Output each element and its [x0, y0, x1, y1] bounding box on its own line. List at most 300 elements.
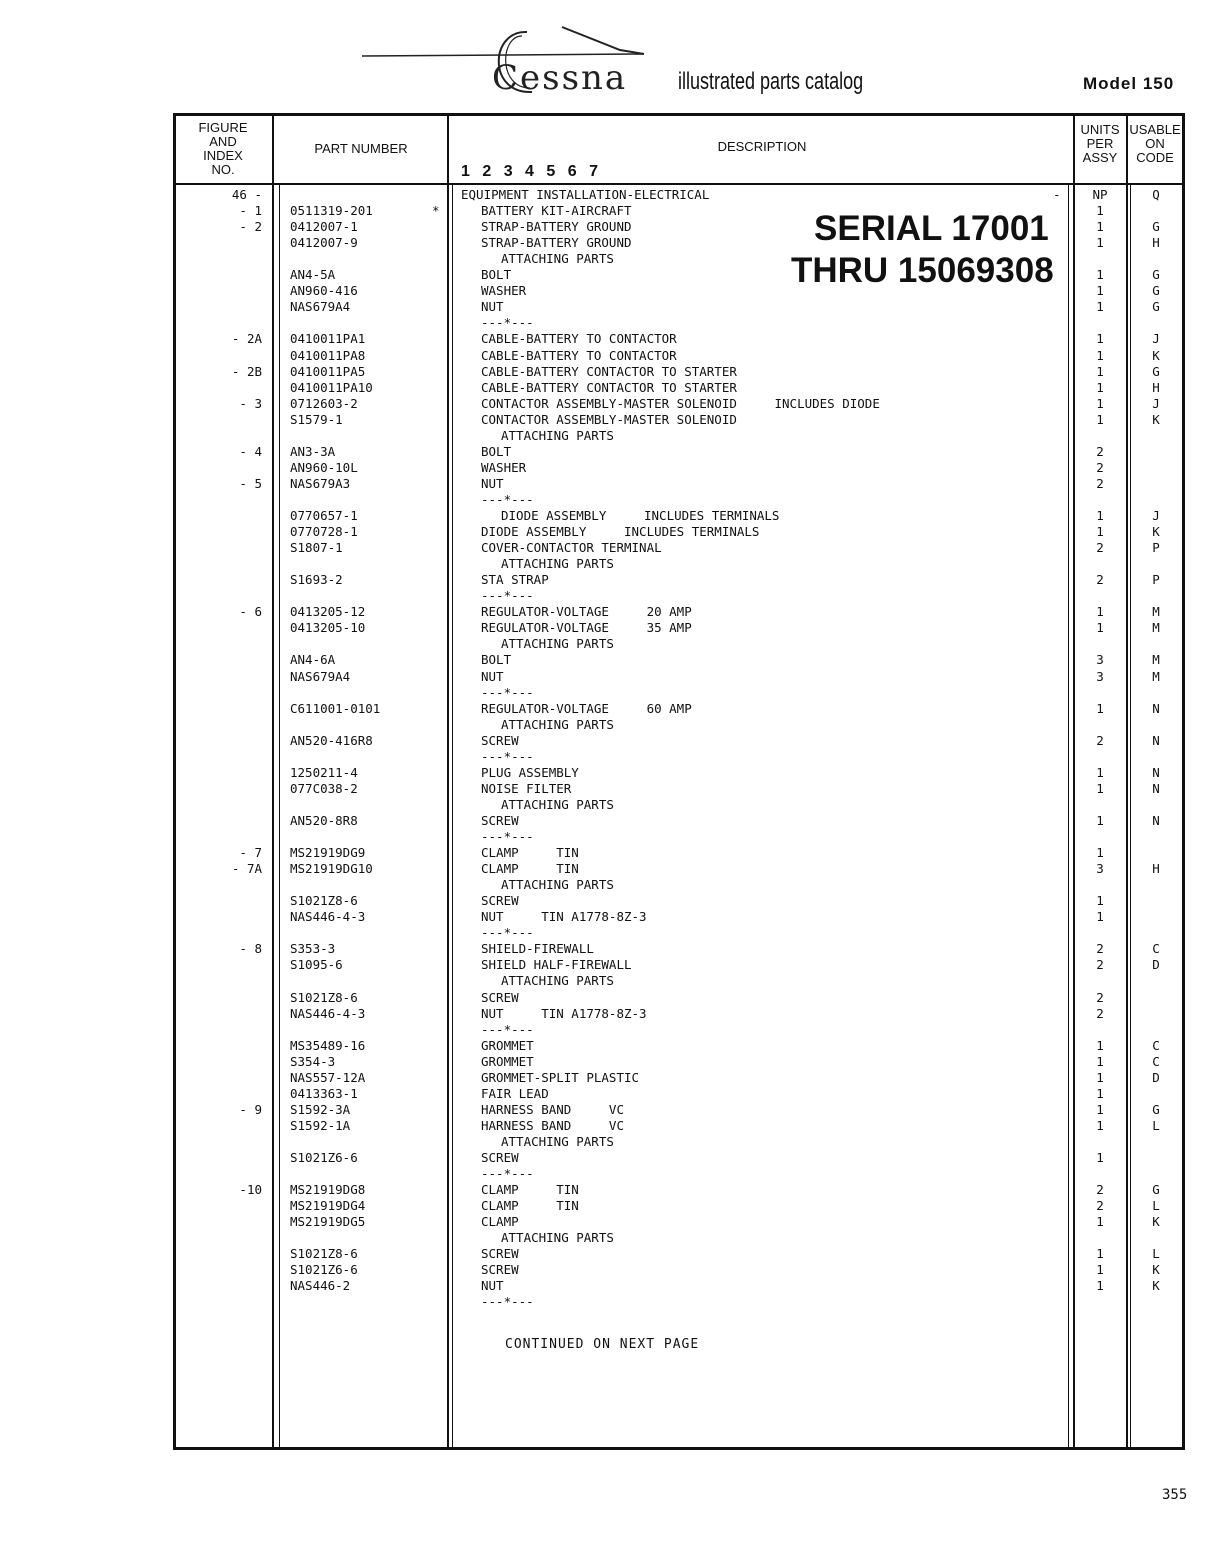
table-row	[0, 620, 1212, 636]
description: NUT	[481, 1278, 504, 1294]
description: CLAMP TIN	[481, 1198, 579, 1214]
description: ---*---	[481, 588, 534, 604]
usable-on-code: N	[1152, 764, 1160, 780]
usable-on-code: K	[1152, 1278, 1160, 1294]
part-number: AN3-3A	[290, 443, 336, 459]
description: CLAMP TIN	[481, 861, 579, 877]
units-per-assy: 2	[1096, 941, 1104, 957]
part-number: C611001-0101	[290, 700, 381, 716]
units-per-assy: 1	[1096, 283, 1104, 299]
table-row	[0, 829, 1212, 845]
table-row	[0, 604, 1212, 620]
usable-on-code: N	[1152, 732, 1160, 748]
index-number: - 2B	[231, 363, 262, 379]
units-per-assy: 2	[1096, 475, 1104, 491]
units-per-assy: 1	[1096, 812, 1104, 828]
table-row	[0, 1022, 1212, 1038]
part-number: MS21919DG8	[290, 1182, 366, 1198]
table-row	[0, 893, 1212, 909]
table-row	[0, 717, 1212, 733]
description: CABLE-BATTERY TO CONTACTOR	[481, 331, 677, 347]
description: STA STRAP	[481, 572, 549, 588]
usable-on-code: G	[1152, 1101, 1160, 1117]
units-per-assy: 2	[1096, 989, 1104, 1005]
part-number: 077C038-2	[290, 780, 358, 796]
description: NUT	[481, 299, 504, 315]
description: HARNESS BAND VC	[481, 1117, 624, 1133]
part-number: S1592-1A	[290, 1117, 351, 1133]
units-per-assy: 2	[1096, 1005, 1104, 1021]
model-label: Model 150	[1083, 74, 1175, 93]
table-row	[0, 1294, 1212, 1310]
units-per-assy: 2	[1096, 540, 1104, 556]
table-row	[0, 636, 1212, 652]
table-row	[0, 973, 1212, 989]
table-row	[0, 1182, 1212, 1198]
description: ---*---	[481, 491, 534, 507]
table-row	[0, 877, 1212, 893]
index-number: -10	[239, 1182, 262, 1198]
description: SCREW	[481, 989, 519, 1005]
usable-on-code: G	[1152, 283, 1160, 299]
part-number: 0413205-12	[290, 604, 366, 620]
units-per-assy: 1	[1096, 235, 1104, 251]
usable-on-code: J	[1152, 395, 1160, 411]
description: ---*---	[481, 684, 534, 700]
usable-on-code: D	[1152, 957, 1160, 973]
index-number: - 5	[239, 475, 262, 491]
table-row	[0, 1262, 1212, 1278]
description: ---*---	[481, 925, 534, 941]
part-number: NAS679A4	[290, 299, 351, 315]
description: CLAMP TIN	[481, 1182, 579, 1198]
units-per-assy: 1	[1096, 299, 1104, 315]
part-number: 0410011PA1	[290, 331, 366, 347]
table-row	[0, 315, 1212, 331]
description: ATTACHING PARTS	[501, 1230, 614, 1246]
part-number: S353-3	[290, 941, 336, 957]
index-number: - 4	[239, 443, 262, 459]
usable-on-code: C	[1152, 941, 1160, 957]
usable-on-code: L	[1152, 1198, 1160, 1214]
usable-on-code: D	[1152, 1069, 1160, 1085]
index-number: - 8	[239, 941, 262, 957]
serial-stamp-line1: SERIAL 17001	[808, 211, 1055, 247]
usable-on-code: N	[1152, 700, 1160, 716]
col-units-header: UNITS PER ASSY	[1080, 122, 1120, 165]
table-row	[0, 299, 1212, 315]
units-per-assy: 3	[1096, 861, 1104, 877]
units-per-assy: 1	[1096, 604, 1104, 620]
table-row	[0, 1102, 1212, 1118]
description: SCREW	[481, 1246, 519, 1262]
units-per-assy: 2	[1096, 572, 1104, 588]
part-number: 0770657-1	[290, 508, 358, 523]
usable-on-code: M	[1152, 620, 1160, 636]
part-number: 0712603-2	[290, 395, 358, 411]
table-row	[0, 861, 1212, 877]
table-row	[0, 540, 1212, 556]
description: ---*---	[481, 829, 534, 844]
units-per-assy: 1	[1096, 1053, 1104, 1069]
table-row	[0, 733, 1212, 749]
usable-on-code: C	[1152, 1053, 1160, 1069]
part-number: 0410011PA5	[290, 363, 366, 379]
part-number: 0412007-1	[290, 219, 358, 235]
units-per-assy: 1	[1096, 909, 1104, 925]
part-number: AN960-10L	[290, 459, 358, 475]
table-row	[0, 701, 1212, 717]
units-per-assy: 1	[1096, 347, 1104, 363]
part-number: 0511319-201	[290, 203, 373, 219]
table-row	[0, 1278, 1212, 1294]
part-number: S1095-6	[290, 957, 343, 973]
part-number: NAS679A3	[290, 475, 351, 491]
index-number: - 6	[239, 604, 262, 620]
description: REGULATOR-VOLTAGE 35 AMP	[481, 620, 692, 636]
table-row	[0, 524, 1212, 540]
description: WASHER	[481, 283, 527, 299]
description: CONTACTOR ASSEMBLY-MASTER SOLENOID	[481, 411, 737, 427]
table-row	[0, 909, 1212, 925]
description: CLAMP	[481, 1214, 519, 1230]
description: DIODE ASSEMBLY INCLUDES TERMINALS	[501, 508, 780, 523]
col-figure-header: FIGURE AND INDEX NO.	[198, 120, 248, 177]
col-part-header: PART NUMBER	[314, 141, 408, 156]
table-row	[0, 331, 1212, 347]
description: NOISE FILTER	[481, 780, 572, 796]
index-number: - 2	[239, 219, 262, 235]
table-row	[0, 797, 1212, 813]
part-number: NAS557-12A	[290, 1069, 366, 1085]
part-number: MS21919DG4	[290, 1198, 366, 1214]
description: NUT TIN A1778-8Z-3	[481, 909, 647, 925]
table-row	[0, 1006, 1212, 1022]
usable-on-code: K	[1152, 1214, 1160, 1230]
usable-on-code: P	[1152, 572, 1160, 588]
part-number: S1693-2	[290, 572, 343, 588]
usable-on-code: H	[1152, 379, 1160, 395]
col-usable-header: USABLE ON CODE	[1129, 122, 1181, 165]
description: CABLE-BATTERY TO CONTACTOR	[481, 347, 677, 363]
description: BOLT	[481, 267, 512, 283]
table-row	[0, 1134, 1212, 1150]
table-row	[0, 556, 1212, 572]
star-marker: *	[432, 203, 440, 219]
usable-on-code: K	[1152, 524, 1160, 540]
table-row	[0, 781, 1212, 797]
usable-on-code: H	[1152, 861, 1160, 877]
table-row	[0, 652, 1212, 668]
table-row	[0, 1246, 1212, 1262]
table-row	[0, 957, 1212, 973]
description: NUT	[481, 668, 504, 684]
usable-on-code: N	[1152, 812, 1160, 828]
index-number: 46 -	[231, 187, 262, 202]
col-desc-header: DESCRIPTION	[717, 139, 807, 154]
description: NUT TIN A1778-8Z-3	[481, 1005, 647, 1021]
description: ---*---	[481, 315, 534, 331]
part-number: S1021Z8-6	[290, 893, 358, 909]
indent-level-digits: 1 2 3 4 5 6 7	[461, 163, 602, 180]
table-row	[0, 428, 1212, 444]
table-row	[0, 187, 1212, 203]
units-per-assy: 2	[1096, 1198, 1104, 1214]
description: DIODE ASSEMBLY INCLUDES TERMINALS	[481, 524, 760, 540]
units-per-assy: 1	[1096, 331, 1104, 347]
units-per-assy: 1	[1096, 1246, 1104, 1262]
part-number: 1250211-4	[290, 764, 358, 780]
brand-name: Cessna	[492, 58, 628, 98]
table-row	[0, 925, 1212, 941]
usable-on-code: K	[1152, 1262, 1160, 1278]
part-number: S1021Z6-6	[290, 1150, 358, 1165]
units-per-assy: 1	[1096, 1150, 1104, 1165]
table-row	[0, 941, 1212, 957]
units-per-assy: 3	[1096, 652, 1104, 668]
table-row	[0, 348, 1212, 364]
index-number: - 1	[239, 203, 262, 219]
part-number: NAS446-4-3	[290, 909, 366, 925]
usable-on-code: J	[1152, 331, 1160, 347]
description: SHIELD-FIREWALL	[481, 941, 594, 957]
index-number: - 9	[239, 1101, 262, 1117]
units-per-assy: NP	[1092, 187, 1108, 202]
description: ATTACHING PARTS	[501, 796, 614, 812]
description: WASHER	[481, 459, 527, 475]
description: FAIR LEAD	[481, 1085, 549, 1101]
description: CLAMP TIN	[481, 845, 579, 861]
units-per-assy: 1	[1096, 764, 1104, 780]
part-number: MS21919DG10	[290, 861, 373, 877]
description: CABLE-BATTERY CONTACTOR TO STARTER	[481, 379, 737, 395]
usable-on-code: P	[1152, 540, 1160, 556]
table-row	[0, 460, 1212, 476]
part-number: S1021Z6-6	[290, 1262, 358, 1278]
table-row	[0, 492, 1212, 508]
catalog-title: illustrated parts catalog	[678, 68, 864, 95]
table-row	[0, 1070, 1212, 1086]
units-per-assy: 2	[1096, 459, 1104, 475]
description: ---*---	[481, 1166, 534, 1182]
table-row	[0, 1150, 1212, 1166]
description: REGULATOR-VOLTAGE 60 AMP	[481, 700, 692, 716]
usable-on-code: M	[1152, 604, 1160, 620]
part-number: 0413363-1	[290, 1085, 358, 1101]
part-number: AN520-416R8	[290, 732, 373, 748]
index-number: - 2A	[231, 331, 262, 347]
description: ---*---	[481, 1294, 534, 1310]
usable-on-code: M	[1152, 652, 1160, 668]
table-row	[0, 813, 1212, 829]
table-row	[0, 364, 1212, 380]
table-row	[0, 1166, 1212, 1182]
page-number: 355	[1162, 1487, 1188, 1503]
part-number: 0410011PA8	[290, 347, 366, 363]
description: STRAP-BATTERY GROUND	[481, 235, 632, 251]
units-per-assy: 1	[1096, 700, 1104, 716]
units-per-assy: 1	[1096, 780, 1104, 796]
index-number: - 7	[239, 845, 262, 861]
part-number: S1021Z8-6	[290, 989, 358, 1005]
table-row	[0, 669, 1212, 685]
units-per-assy: 1	[1096, 845, 1104, 861]
units-per-assy: 1	[1096, 893, 1104, 909]
description: PLUG ASSEMBLY	[481, 764, 579, 780]
units-per-assy: 1	[1096, 379, 1104, 395]
description: CABLE-BATTERY CONTACTOR TO STARTER	[481, 363, 737, 379]
part-number: S1592-3A	[290, 1101, 351, 1117]
description: NUT	[481, 475, 504, 491]
units-per-assy: 1	[1096, 1278, 1104, 1294]
leader-dashes: -	[1053, 187, 1061, 202]
serial-stamp-line2: THRU 15069308	[785, 253, 1060, 289]
description: GROMMET-SPLIT PLASTIC	[481, 1069, 640, 1085]
table-row	[0, 1038, 1212, 1054]
table-row	[0, 1230, 1212, 1246]
part-number: MS35489-16	[290, 1037, 366, 1053]
part-number: S354-3	[290, 1053, 336, 1069]
units-per-assy: 2	[1096, 732, 1104, 748]
table-row	[0, 990, 1212, 1006]
part-number: AN4-6A	[290, 652, 336, 668]
units-per-assy: 1	[1096, 1069, 1104, 1085]
description: SCREW	[481, 732, 519, 748]
units-per-assy: 2	[1096, 443, 1104, 459]
units-per-assy: 1	[1096, 1101, 1104, 1117]
description: GROMMET	[481, 1037, 534, 1053]
index-number: - 7A	[231, 861, 262, 877]
usable-on-code: M	[1152, 668, 1160, 684]
table-row	[0, 765, 1212, 781]
units-per-assy: 1	[1096, 1037, 1104, 1053]
table-row	[0, 845, 1212, 861]
description: GROMMET	[481, 1053, 534, 1069]
table-row	[0, 412, 1212, 428]
description: ---*---	[481, 748, 534, 764]
description: ATTACHING PARTS	[501, 973, 614, 989]
units-per-assy: 1	[1096, 411, 1104, 427]
description: BOLT	[481, 443, 512, 459]
units-per-assy: 1	[1096, 524, 1104, 540]
part-number: 0413205-10	[290, 620, 366, 636]
usable-on-code: G	[1152, 219, 1160, 235]
units-per-assy: 1	[1096, 395, 1104, 411]
usable-on-code: G	[1152, 299, 1160, 315]
part-number: AN960-416	[290, 283, 358, 299]
part-number: NAS446-2	[290, 1278, 351, 1294]
description: ---*---	[481, 1021, 534, 1037]
description: BOLT	[481, 652, 512, 668]
table-row	[0, 508, 1212, 524]
part-number: 0412007-9	[290, 235, 358, 251]
units-per-assy: 3	[1096, 668, 1104, 684]
units-per-assy: 1	[1096, 219, 1104, 235]
table-row	[0, 396, 1212, 412]
units-per-assy: 2	[1096, 1182, 1104, 1198]
part-number: S1579-1	[290, 411, 343, 427]
part-number: 0410011PA10	[290, 379, 373, 395]
units-per-assy: 1	[1096, 267, 1104, 283]
table-row	[0, 476, 1212, 492]
units-per-assy: 1	[1096, 620, 1104, 636]
description: SCREW	[481, 1262, 519, 1278]
part-number: S1807-1	[290, 540, 343, 556]
usable-on-code: J	[1152, 508, 1160, 523]
index-number: - 3	[239, 395, 262, 411]
table-row	[0, 749, 1212, 765]
usable-on-code: K	[1152, 347, 1160, 363]
description: SHIELD HALF-FIREWALL	[481, 957, 632, 973]
table-row	[0, 1198, 1212, 1214]
usable-on-code: K	[1152, 411, 1160, 427]
part-number: MS21919DG5	[290, 1214, 366, 1230]
description: ATTACHING PARTS	[501, 427, 614, 443]
part-number: MS21919DG9	[290, 845, 366, 861]
description: COVER-CONTACTOR TERMINAL	[481, 540, 662, 556]
description: ATTACHING PARTS	[501, 1133, 614, 1149]
units-per-assy: 1	[1096, 1085, 1104, 1101]
usable-on-code: C	[1152, 1037, 1160, 1053]
description: ATTACHING PARTS	[501, 877, 614, 893]
description: SCREW	[481, 893, 519, 909]
header-divider	[173, 183, 1185, 185]
usable-on-code: N	[1152, 780, 1160, 796]
part-number: 0770728-1	[290, 524, 358, 540]
table-row	[0, 588, 1212, 604]
description: ATTACHING PARTS	[501, 251, 614, 267]
table-row	[0, 685, 1212, 701]
description: SCREW	[481, 812, 519, 828]
table-row	[0, 1214, 1212, 1230]
table-row	[0, 572, 1212, 588]
part-number: S1021Z8-6	[290, 1246, 358, 1262]
continued-note: CONTINUED ON NEXT PAGE	[505, 1337, 700, 1352]
description: STRAP-BATTERY GROUND	[481, 219, 632, 235]
table-row	[0, 1086, 1212, 1102]
table-row	[0, 444, 1212, 460]
usable-on-code: G	[1152, 363, 1160, 379]
table-row	[0, 380, 1212, 396]
units-per-assy: 1	[1096, 363, 1104, 379]
part-number: AN520-8R8	[290, 812, 358, 828]
usable-on-code: L	[1152, 1246, 1160, 1262]
usable-on-code: G	[1152, 1182, 1160, 1198]
description: SCREW	[481, 1150, 519, 1165]
description: REGULATOR-VOLTAGE 20 AMP	[481, 604, 692, 620]
part-number: NAS446-4-3	[290, 1005, 366, 1021]
usable-on-code: G	[1152, 267, 1160, 283]
description: BATTERY KIT-AIRCRAFT	[481, 203, 632, 219]
usable-on-code: H	[1152, 235, 1160, 251]
description: CONTACTOR ASSEMBLY-MASTER SOLENOID INCLUDES DIODE	[481, 395, 880, 411]
table-row	[0, 1054, 1212, 1070]
units-per-assy: 1	[1096, 1117, 1104, 1133]
description: ATTACHING PARTS	[501, 716, 614, 732]
part-number: NAS679A4	[290, 668, 351, 684]
units-per-assy: 2	[1096, 957, 1104, 973]
units-per-assy: 1	[1096, 508, 1104, 523]
units-per-assy: 1	[1096, 1214, 1104, 1230]
units-per-assy: 1	[1096, 203, 1104, 219]
units-per-assy: 1	[1096, 1262, 1104, 1278]
description: EQUIPMENT INSTALLATION-ELECTRICAL	[461, 187, 710, 202]
description: HARNESS BAND VC	[481, 1101, 624, 1117]
description: ATTACHING PARTS	[501, 636, 614, 652]
table-row	[0, 1118, 1212, 1134]
usable-on-code: L	[1152, 1117, 1160, 1133]
description: ATTACHING PARTS	[501, 556, 614, 572]
